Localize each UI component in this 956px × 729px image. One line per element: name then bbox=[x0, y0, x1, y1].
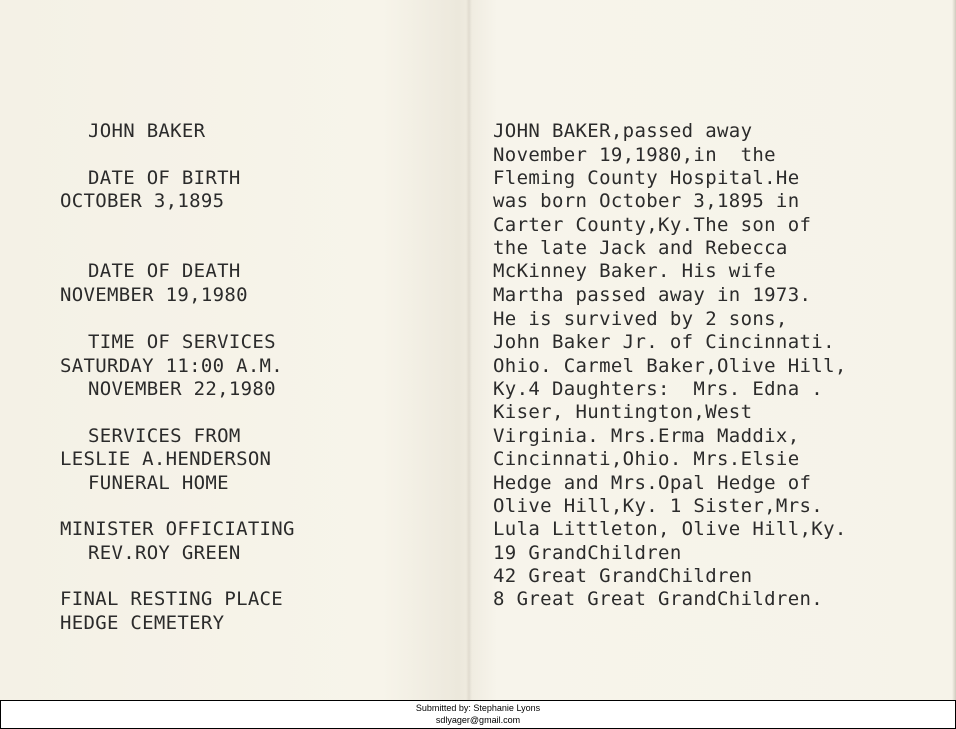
funeral-home-name: LESLIE A.HENDERSON bbox=[60, 448, 272, 470]
obituary-line: Fleming County Hospital.He bbox=[493, 167, 800, 189]
center-fold bbox=[466, 0, 472, 700]
minister-label: MINISTER OFFICIATING bbox=[60, 518, 295, 540]
death-value: NOVEMBER 19,1980 bbox=[60, 284, 248, 306]
obituary-line: 8 Great Great GrandChildren. bbox=[493, 588, 824, 610]
minister-name: REV.ROY GREEN bbox=[88, 542, 241, 564]
obituary-line: 42 Great GrandChildren bbox=[493, 565, 753, 587]
services-time-value: SATURDAY 11:00 A.M. bbox=[60, 355, 284, 377]
obituary-line: Cincinnati,Ohio. Mrs.Elsie bbox=[493, 448, 800, 470]
resting-place-label: FINAL RESTING PLACE bbox=[60, 588, 284, 610]
obituary-line: Ky.4 Daughters: Mrs. Edna . bbox=[493, 378, 824, 400]
obituary-line: the late Jack and Rebecca bbox=[493, 237, 788, 259]
services-time-label: TIME OF SERVICES bbox=[88, 331, 276, 353]
obituary-line: Kiser, Huntington,West bbox=[493, 401, 753, 423]
resting-place-value: HEDGE CEMETERY bbox=[60, 612, 225, 634]
obituary-line: November 19,1980,in the bbox=[493, 144, 776, 166]
obituary-line: Martha passed away in 1973. bbox=[493, 284, 812, 306]
obituary-line: 19 GrandChildren bbox=[493, 542, 682, 564]
obituary-line: Lula Littleton, Olive Hill,Ky. bbox=[493, 518, 847, 540]
deceased-name: JOHN BAKER bbox=[88, 120, 206, 142]
submission-footer bbox=[0, 700, 956, 729]
obituary-line: was born October 3,1895 in bbox=[493, 190, 800, 212]
obituary-line: Virginia. Mrs.Erma Maddix, bbox=[493, 425, 800, 447]
obituary-line: McKinney Baker. His wife bbox=[493, 260, 776, 282]
obituary-line: John Baker Jr. of Cincinnati. bbox=[493, 331, 835, 353]
services-from-label: SERVICES FROM bbox=[88, 425, 241, 447]
birth-label: DATE OF BIRTH bbox=[88, 167, 241, 189]
birth-value: OCTOBER 3,1895 bbox=[60, 190, 225, 212]
obituary-line: He is survived by 2 sons, bbox=[493, 308, 788, 330]
submitted-by: Submitted by: Stephanie Lyons bbox=[415, 703, 541, 713]
obituary-line: Carter County,Ky.The son of bbox=[493, 214, 812, 236]
funeral-home-line2: FUNERAL HOME bbox=[88, 472, 229, 494]
obituary-line: JOHN BAKER,passed away bbox=[493, 120, 753, 142]
services-date: NOVEMBER 22,1980 bbox=[88, 378, 276, 400]
submitter-email: sdlyager@gmail.com bbox=[435, 715, 521, 725]
obituary-line: Hedge and Mrs.Opal Hedge of bbox=[493, 472, 812, 494]
death-label: DATE OF DEATH bbox=[88, 260, 241, 282]
obituary-line: Olive Hill,Ky. 1 Sister,Mrs. bbox=[493, 495, 824, 517]
obituary-line: Ohio. Carmel Baker,Olive Hill, bbox=[493, 355, 847, 377]
paper-edge bbox=[952, 0, 956, 700]
